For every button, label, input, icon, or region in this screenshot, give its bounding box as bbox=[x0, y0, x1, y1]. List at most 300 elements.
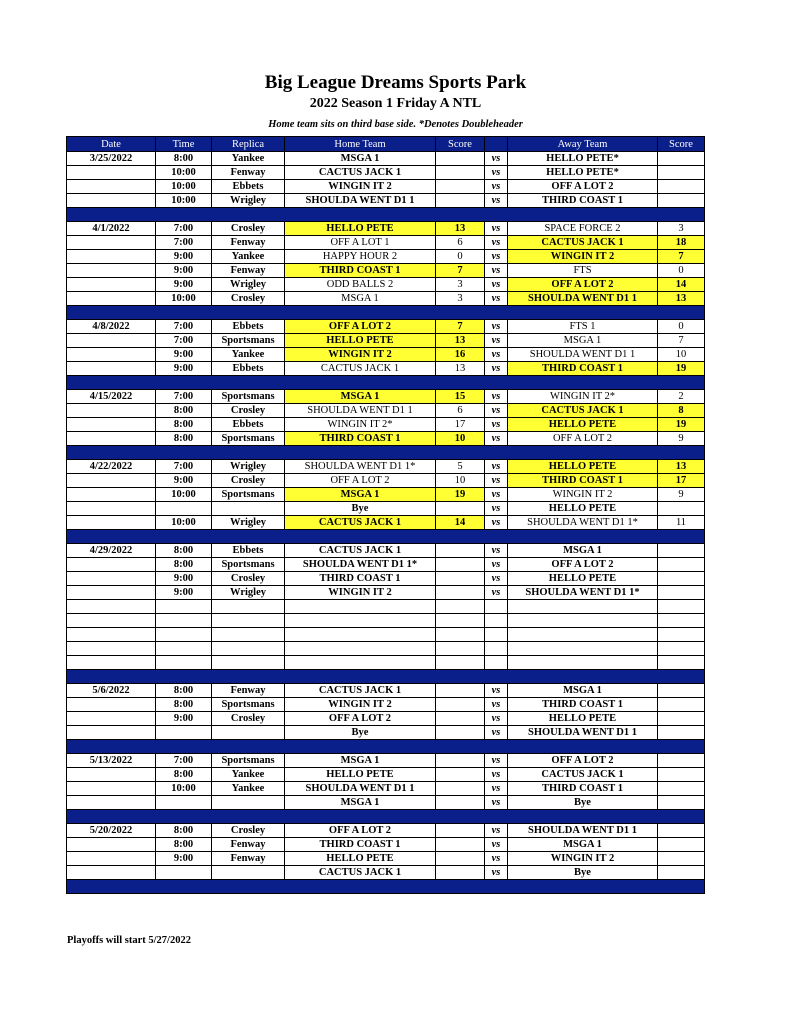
week-separator-bar bbox=[67, 208, 705, 222]
vs-cell: vs bbox=[485, 754, 508, 768]
home-team-cell: Bye bbox=[285, 726, 436, 740]
replica-cell bbox=[212, 600, 285, 614]
replica-cell: Ebbets bbox=[212, 180, 285, 194]
home-team-cell: MSGA 1 bbox=[285, 292, 436, 306]
time-cell: 7:00 bbox=[156, 754, 212, 768]
time-cell: 9:00 bbox=[156, 250, 212, 264]
home-team-cell: CACTUS JACK 1 bbox=[285, 684, 436, 698]
date-cell bbox=[67, 418, 156, 432]
date-cell bbox=[67, 432, 156, 446]
table-row bbox=[67, 586, 705, 600]
time-cell: 7:00 bbox=[156, 390, 212, 404]
date-cell bbox=[67, 768, 156, 782]
table-row bbox=[67, 600, 705, 614]
home-team-cell: THIRD COAST 1 bbox=[285, 432, 436, 446]
away-score-cell bbox=[658, 838, 705, 852]
away-score-cell bbox=[658, 824, 705, 838]
home-team-cell: ODD BALLS 2 bbox=[285, 278, 436, 292]
home-score-cell bbox=[436, 656, 485, 670]
table-row bbox=[67, 180, 705, 194]
replica-cell: Sportsmans bbox=[212, 698, 285, 712]
replica-cell bbox=[212, 866, 285, 880]
vs-cell: vs bbox=[485, 516, 508, 530]
home-score-cell bbox=[436, 628, 485, 642]
week-separator bbox=[67, 376, 705, 390]
away-team-cell: WINGIN IT 2 bbox=[508, 488, 658, 502]
home-score-cell bbox=[436, 838, 485, 852]
time-cell: 8:00 bbox=[156, 698, 212, 712]
date-cell bbox=[67, 180, 156, 194]
time-cell: 8:00 bbox=[156, 684, 212, 698]
date-cell bbox=[67, 628, 156, 642]
home-score-cell bbox=[436, 558, 485, 572]
home-score-cell: 13 bbox=[436, 362, 485, 376]
replica-cell: Wrigley bbox=[212, 278, 285, 292]
away-score-cell bbox=[658, 782, 705, 796]
vs-cell: vs bbox=[485, 348, 508, 362]
table-row bbox=[67, 250, 705, 264]
home-score-cell bbox=[436, 642, 485, 656]
time-cell: 10:00 bbox=[156, 194, 212, 208]
home-team-cell: HELLO PETE bbox=[285, 852, 436, 866]
time-cell: 10:00 bbox=[156, 516, 212, 530]
away-team-cell bbox=[508, 656, 658, 670]
home-team-cell: THIRD COAST 1 bbox=[285, 838, 436, 852]
home-score-cell: 13 bbox=[436, 334, 485, 348]
away-team-cell: Bye bbox=[508, 866, 658, 880]
replica-cell: Wrigley bbox=[212, 460, 285, 474]
home-score-cell: 3 bbox=[436, 292, 485, 306]
home-team-cell: WINGIN IT 2 bbox=[285, 180, 436, 194]
home-team-cell: HAPPY HOUR 2 bbox=[285, 250, 436, 264]
home-score-cell bbox=[436, 194, 485, 208]
away-team-cell: HELLO PETE* bbox=[508, 166, 658, 180]
time-cell: 9:00 bbox=[156, 278, 212, 292]
away-score-cell: 11 bbox=[658, 516, 705, 530]
away-team-cell bbox=[508, 600, 658, 614]
date-cell bbox=[67, 334, 156, 348]
away-team-cell: OFF A LOT 2 bbox=[508, 180, 658, 194]
replica-cell: Fenway bbox=[212, 264, 285, 278]
home-team-cell: MSGA 1 bbox=[285, 796, 436, 810]
date-cell: 5/13/2022 bbox=[67, 754, 156, 768]
time-cell: 9:00 bbox=[156, 586, 212, 600]
home-score-cell bbox=[436, 768, 485, 782]
date-cell bbox=[67, 586, 156, 600]
date-cell: 3/25/2022 bbox=[67, 152, 156, 166]
week-separator-bar bbox=[67, 670, 705, 684]
home-score-cell bbox=[436, 712, 485, 726]
table-row bbox=[67, 712, 705, 726]
time-cell bbox=[156, 614, 212, 628]
col-header-home-score: Score bbox=[436, 137, 485, 152]
table-row bbox=[67, 656, 705, 670]
date-cell: 4/22/2022 bbox=[67, 460, 156, 474]
vs-cell: vs bbox=[485, 782, 508, 796]
date-cell bbox=[67, 642, 156, 656]
away-score-cell: 0 bbox=[658, 320, 705, 334]
home-team-cell: SHOULDA WENT D1 1* bbox=[285, 558, 436, 572]
time-cell: 8:00 bbox=[156, 838, 212, 852]
table-row bbox=[67, 152, 705, 166]
table-row bbox=[67, 194, 705, 208]
away-team-cell: THIRD COAST 1 bbox=[508, 782, 658, 796]
table-row bbox=[67, 558, 705, 572]
week-separator bbox=[67, 530, 705, 544]
date-cell bbox=[67, 558, 156, 572]
home-score-cell: 6 bbox=[436, 404, 485, 418]
away-score-cell: 8 bbox=[658, 404, 705, 418]
vs-cell: vs bbox=[485, 726, 508, 740]
home-team-cell: THIRD COAST 1 bbox=[285, 572, 436, 586]
time-cell: 7:00 bbox=[156, 236, 212, 250]
away-team-cell: HELLO PETE bbox=[508, 502, 658, 516]
away-team-cell: WINGIN IT 2 bbox=[508, 852, 658, 866]
vs-cell: vs bbox=[485, 264, 508, 278]
date-cell bbox=[67, 264, 156, 278]
home-score-cell: 10 bbox=[436, 474, 485, 488]
home-score-cell bbox=[436, 698, 485, 712]
away-team-cell bbox=[508, 642, 658, 656]
vs-cell: vs bbox=[485, 362, 508, 376]
table-row bbox=[67, 516, 705, 530]
away-score-cell bbox=[658, 600, 705, 614]
replica-cell: Yankee bbox=[212, 768, 285, 782]
away-team-cell: SHOULDA WENT D1 1 bbox=[508, 824, 658, 838]
home-score-cell bbox=[436, 166, 485, 180]
replica-cell: Ebbets bbox=[212, 362, 285, 376]
table-row bbox=[67, 362, 705, 376]
away-score-cell bbox=[658, 558, 705, 572]
away-score-cell bbox=[658, 586, 705, 600]
replica-cell: Yankee bbox=[212, 152, 285, 166]
away-team-cell: HELLO PETE bbox=[508, 712, 658, 726]
time-cell bbox=[156, 796, 212, 810]
vs-cell: vs bbox=[485, 320, 508, 334]
home-score-cell bbox=[436, 824, 485, 838]
away-score-cell bbox=[658, 614, 705, 628]
away-team-cell: HELLO PETE bbox=[508, 572, 658, 586]
time-cell: 9:00 bbox=[156, 852, 212, 866]
home-team-cell: CACTUS JACK 1 bbox=[285, 866, 436, 880]
away-team-cell: MSGA 1 bbox=[508, 684, 658, 698]
week-separator-bar bbox=[67, 376, 705, 390]
away-score-cell bbox=[658, 628, 705, 642]
season-subtitle: 2022 Season 1 Friday A NTL bbox=[309, 96, 482, 111]
home-team-cell: MSGA 1 bbox=[285, 488, 436, 502]
replica-cell: Wrigley bbox=[212, 194, 285, 208]
away-team-cell: THIRD COAST 1 bbox=[508, 194, 658, 208]
home-score-cell bbox=[436, 180, 485, 194]
date-cell: 4/15/2022 bbox=[67, 390, 156, 404]
home-score-cell: 6 bbox=[436, 236, 485, 250]
table-row bbox=[67, 726, 705, 740]
date-cell bbox=[67, 474, 156, 488]
time-cell bbox=[156, 502, 212, 516]
home-score-cell: 7 bbox=[436, 264, 485, 278]
time-cell bbox=[156, 628, 212, 642]
vs-cell: vs bbox=[485, 404, 508, 418]
away-team-cell: WINGIN IT 2* bbox=[508, 390, 658, 404]
vs-cell: vs bbox=[485, 166, 508, 180]
home-score-cell bbox=[436, 754, 485, 768]
home-score-cell: 14 bbox=[436, 516, 485, 530]
home-score-cell bbox=[436, 726, 485, 740]
home-score-cell bbox=[436, 684, 485, 698]
replica-cell: Crosley bbox=[212, 824, 285, 838]
table-row bbox=[67, 796, 705, 810]
time-cell bbox=[156, 642, 212, 656]
date-cell bbox=[67, 838, 156, 852]
away-team-cell: THIRD COAST 1 bbox=[508, 698, 658, 712]
time-cell: 7:00 bbox=[156, 222, 212, 236]
time-cell: 10:00 bbox=[156, 292, 212, 306]
home-team-cell: THIRD COAST 1 bbox=[285, 264, 436, 278]
date-cell bbox=[67, 796, 156, 810]
table-row bbox=[67, 320, 705, 334]
away-score-cell bbox=[658, 180, 705, 194]
away-score-cell: 17 bbox=[658, 474, 705, 488]
home-score-cell: 0 bbox=[436, 250, 485, 264]
week-separator-bar bbox=[67, 446, 705, 460]
date-cell bbox=[67, 726, 156, 740]
date-cell bbox=[67, 502, 156, 516]
date-cell bbox=[67, 488, 156, 502]
away-team-cell: CACTUS JACK 1 bbox=[508, 768, 658, 782]
home-team-cell: OFF A LOT 2 bbox=[285, 320, 436, 334]
away-score-cell: 9 bbox=[658, 488, 705, 502]
replica-cell: Yankee bbox=[212, 348, 285, 362]
home-score-cell bbox=[436, 152, 485, 166]
table-row bbox=[67, 642, 705, 656]
time-cell: 8:00 bbox=[156, 152, 212, 166]
vs-cell bbox=[485, 642, 508, 656]
away-team-cell: HELLO PETE* bbox=[508, 152, 658, 166]
date-cell bbox=[67, 362, 156, 376]
vs-cell: vs bbox=[485, 558, 508, 572]
vs-cell bbox=[485, 600, 508, 614]
away-score-cell bbox=[658, 754, 705, 768]
table-row bbox=[67, 768, 705, 782]
home-team-cell: HELLO PETE bbox=[285, 222, 436, 236]
away-score-cell bbox=[658, 152, 705, 166]
vs-cell bbox=[485, 656, 508, 670]
away-team-cell: HELLO PETE bbox=[508, 460, 658, 474]
away-score-cell bbox=[658, 656, 705, 670]
week-separator-bar bbox=[67, 306, 705, 320]
date-cell bbox=[67, 698, 156, 712]
time-cell: 8:00 bbox=[156, 558, 212, 572]
time-cell: 9:00 bbox=[156, 712, 212, 726]
replica-cell: Fenway bbox=[212, 236, 285, 250]
home-team-cell: MSGA 1 bbox=[285, 754, 436, 768]
schedule-body bbox=[67, 152, 705, 894]
date-cell bbox=[67, 712, 156, 726]
table-row bbox=[67, 278, 705, 292]
table-row bbox=[67, 544, 705, 558]
home-team-cell: OFF A LOT 1 bbox=[285, 236, 436, 250]
time-cell: 9:00 bbox=[156, 572, 212, 586]
home-team-cell: WINGIN IT 2 bbox=[285, 586, 436, 600]
date-cell bbox=[67, 852, 156, 866]
week-separator bbox=[67, 446, 705, 460]
away-team-cell: CACTUS JACK 1 bbox=[508, 404, 658, 418]
date-cell bbox=[67, 782, 156, 796]
table-row bbox=[67, 628, 705, 642]
replica-cell: Crosley bbox=[212, 292, 285, 306]
table-row bbox=[67, 838, 705, 852]
replica-cell: Yankee bbox=[212, 782, 285, 796]
time-cell: 8:00 bbox=[156, 824, 212, 838]
home-team-cell bbox=[285, 656, 436, 670]
away-team-cell: SHOULDA WENT D1 1* bbox=[508, 586, 658, 600]
week-separator bbox=[67, 306, 705, 320]
vs-cell: vs bbox=[485, 222, 508, 236]
home-team-cell: SHOULDA WENT D1 1 bbox=[285, 194, 436, 208]
table-row bbox=[67, 684, 705, 698]
away-score-cell: 0 bbox=[658, 264, 705, 278]
table-row bbox=[67, 460, 705, 474]
away-score-cell: 7 bbox=[658, 250, 705, 264]
away-score-cell: 13 bbox=[658, 292, 705, 306]
week-separator bbox=[67, 880, 705, 894]
table-row bbox=[67, 222, 705, 236]
home-team-cell: CACTUS JACK 1 bbox=[285, 166, 436, 180]
home-team-cell: WINGIN IT 2 bbox=[285, 698, 436, 712]
away-score-cell: 13 bbox=[658, 460, 705, 474]
home-team-cell: Bye bbox=[285, 502, 436, 516]
home-team-cell bbox=[285, 628, 436, 642]
vs-cell: vs bbox=[485, 502, 508, 516]
home-team-cell: MSGA 1 bbox=[285, 152, 436, 166]
time-cell: 7:00 bbox=[156, 320, 212, 334]
replica-cell: Crosley bbox=[212, 404, 285, 418]
date-cell bbox=[67, 614, 156, 628]
vs-cell: vs bbox=[485, 432, 508, 446]
home-score-cell: 17 bbox=[436, 418, 485, 432]
home-team-cell: OFF A LOT 2 bbox=[285, 824, 436, 838]
away-score-cell bbox=[658, 194, 705, 208]
time-cell bbox=[156, 656, 212, 670]
home-team-cell bbox=[285, 642, 436, 656]
home-score-cell bbox=[436, 866, 485, 880]
vs-cell: vs bbox=[485, 866, 508, 880]
date-cell bbox=[67, 348, 156, 362]
away-score-cell bbox=[658, 544, 705, 558]
away-score-cell bbox=[658, 768, 705, 782]
vs-cell bbox=[485, 628, 508, 642]
time-cell: 7:00 bbox=[156, 460, 212, 474]
replica-cell: Crosley bbox=[212, 572, 285, 586]
away-team-cell: THIRD COAST 1 bbox=[508, 362, 658, 376]
home-score-cell: 7 bbox=[436, 320, 485, 334]
time-cell bbox=[156, 866, 212, 880]
date-cell bbox=[67, 866, 156, 880]
col-header-vs bbox=[485, 137, 508, 152]
table-row bbox=[67, 404, 705, 418]
table-row bbox=[67, 236, 705, 250]
away-score-cell bbox=[658, 712, 705, 726]
away-score-cell bbox=[658, 502, 705, 516]
date-cell: 4/8/2022 bbox=[67, 320, 156, 334]
vs-cell: vs bbox=[485, 250, 508, 264]
home-team-cell: CACTUS JACK 1 bbox=[285, 516, 436, 530]
replica-cell bbox=[212, 628, 285, 642]
table-row bbox=[67, 614, 705, 628]
week-separator-bar bbox=[67, 530, 705, 544]
away-team-cell: WINGIN IT 2 bbox=[508, 250, 658, 264]
replica-cell bbox=[212, 726, 285, 740]
away-score-cell: 14 bbox=[658, 278, 705, 292]
away-team-cell: OFF A LOT 2 bbox=[508, 432, 658, 446]
table-row bbox=[67, 866, 705, 880]
time-cell: 9:00 bbox=[156, 474, 212, 488]
vs-cell: vs bbox=[485, 334, 508, 348]
time-cell: 10:00 bbox=[156, 180, 212, 194]
away-team-cell: FTS bbox=[508, 264, 658, 278]
col-header-date: Date bbox=[67, 137, 156, 152]
away-team-cell: HELLO PETE bbox=[508, 418, 658, 432]
col-header-time: Time bbox=[156, 137, 212, 152]
time-cell: 9:00 bbox=[156, 348, 212, 362]
away-team-cell: OFF A LOT 2 bbox=[508, 754, 658, 768]
vs-cell: vs bbox=[485, 572, 508, 586]
time-cell: 10:00 bbox=[156, 166, 212, 180]
table-row bbox=[67, 348, 705, 362]
vs-cell: vs bbox=[485, 852, 508, 866]
table-row bbox=[67, 754, 705, 768]
home-score-cell bbox=[436, 614, 485, 628]
table-row bbox=[67, 292, 705, 306]
vs-cell: vs bbox=[485, 684, 508, 698]
away-score-cell bbox=[658, 684, 705, 698]
away-team-cell: MSGA 1 bbox=[508, 334, 658, 348]
date-cell bbox=[67, 404, 156, 418]
vs-cell: vs bbox=[485, 152, 508, 166]
date-cell bbox=[67, 292, 156, 306]
vs-cell: vs bbox=[485, 768, 508, 782]
date-cell bbox=[67, 236, 156, 250]
col-header-away-score: Score bbox=[658, 137, 705, 152]
week-separator-bar bbox=[67, 880, 705, 894]
away-score-cell bbox=[658, 572, 705, 586]
week-separator bbox=[67, 740, 705, 754]
week-separator bbox=[67, 670, 705, 684]
page-title: Big League Dreams Sports Park bbox=[264, 72, 527, 93]
away-team-cell: SHOULDA WENT D1 1 bbox=[508, 292, 658, 306]
date-cell: 5/20/2022 bbox=[67, 824, 156, 838]
week-separator-bar bbox=[67, 810, 705, 824]
replica-cell: Ebbets bbox=[212, 320, 285, 334]
replica-cell: Crosley bbox=[212, 474, 285, 488]
vs-cell: vs bbox=[485, 390, 508, 404]
replica-cell bbox=[212, 614, 285, 628]
away-team-cell: SHOULDA WENT D1 1 bbox=[508, 726, 658, 740]
table-row bbox=[67, 852, 705, 866]
table-row bbox=[67, 698, 705, 712]
date-cell: 5/6/2022 bbox=[67, 684, 156, 698]
vs-cell: vs bbox=[485, 838, 508, 852]
table-row bbox=[67, 418, 705, 432]
home-score-cell bbox=[436, 572, 485, 586]
away-score-cell: 2 bbox=[658, 390, 705, 404]
vs-cell bbox=[485, 614, 508, 628]
away-team-cell: SHOULDA WENT D1 1 bbox=[508, 348, 658, 362]
away-score-cell: 19 bbox=[658, 418, 705, 432]
home-team-cell bbox=[285, 600, 436, 614]
home-score-cell bbox=[436, 782, 485, 796]
replica-cell: Sportsmans bbox=[212, 334, 285, 348]
